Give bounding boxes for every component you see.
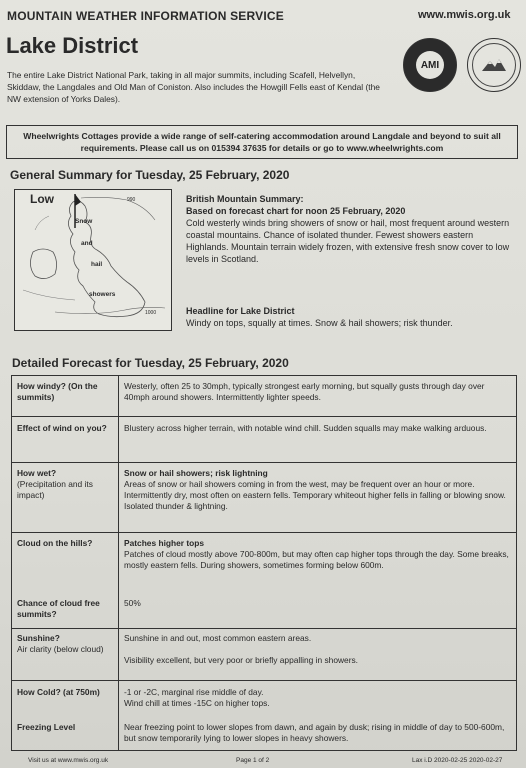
british-heading: British Mountain Summary: (186, 194, 304, 204)
row-heading: Snow or hail showers; risk lightning (124, 468, 268, 478)
low-pressure-label: Low (30, 192, 54, 206)
row-value: Westerly, often 25 to 30mph, typically strongest early morning, but squally gusts through day over 40mph around showers. Intermittently lighter speeds. (124, 381, 485, 402)
row-value: Areas of snow or hail showers coming in from the west, may be frequent over an hour or more. Intermittently dry, most often on eastern fells. Temporary whiteout higher fells in falling or blowing snow. Isolated thunder & lightning. (124, 479, 506, 511)
row-label: How wet? (17, 468, 57, 478)
table-row (12, 376, 516, 416)
table-row (12, 714, 516, 750)
row-value-block (124, 538, 512, 571)
headline-heading: Headline for Lake District (186, 306, 295, 316)
footer-id: Lax i.D 2020-02-25 2020-02-27 (412, 757, 503, 764)
table-row (12, 416, 516, 462)
page-number: Page 1 of 2 (236, 757, 270, 764)
row-value-secondary: Visibility excellent, but very poor or briefly appalling in showers. (124, 655, 358, 665)
row-label-block (17, 633, 117, 655)
advert-box: Wheelwrights Cottages provide a wide range of self-catering accommodation around Langdale and beyond to suit all requirements. Please call us on 015394 37635 for details or go to www.wheelwrights.com (6, 125, 518, 159)
headline-text: Windy on tops, squally at times. Snow & hail showers; risk thunder. (186, 318, 453, 328)
row-label-block (17, 468, 117, 501)
british-text: Cold westerly winds bring showers of snow or hail, most frequent around western coastal mountains. Chance of isolated thunder. Fewest showers eastern Highlands. Mountain terrain widely frozen, with extensive fresh snow cover to low levels in Scotland. (186, 218, 510, 264)
map-label-showers: showers (89, 291, 116, 298)
table-row (12, 588, 516, 628)
table-row (12, 628, 516, 680)
row-label: Chance of cloud free summits? (17, 598, 100, 619)
page-title: Lake District (6, 33, 139, 58)
footer-link[interactable]: Visit us at www.mwis.org.uk (28, 757, 109, 764)
row-heading: Patches higher tops (124, 538, 205, 548)
table-row (12, 462, 516, 532)
row-value-secondary: Wind chill at times -15C on higher tops. (124, 698, 270, 708)
row-value-block (124, 468, 512, 512)
row-value: Patches of cloud mostly above 700-800m, but may often cap higher tops through the day. Some breaks, mostly eastern fells. During showers, sometimes forming below 600m. (124, 549, 509, 570)
forecast-table (11, 375, 517, 751)
table-row (12, 532, 516, 588)
ami-logo-text: AMI (416, 51, 444, 79)
row-value: 50% (124, 598, 141, 608)
mountain-council-logo (467, 38, 521, 92)
row-label: How windy? (On the summits) (17, 381, 98, 402)
map-label-and: and (81, 240, 93, 247)
synoptic-map (14, 189, 172, 331)
row-value: Blustery across higher terrain, with notable wind chill. Sudden squalls may make walking arduous. (124, 423, 487, 433)
mountain-emblem-icon (468, 39, 520, 91)
british-summary (186, 193, 516, 265)
row-label: Sunshine? (17, 633, 60, 643)
row-label: Effect of wind on you? (17, 423, 107, 433)
map-label-snow: Snow (75, 218, 93, 225)
table-row (12, 680, 516, 714)
row-sublabel: (Precipitation and its impact) (17, 479, 93, 500)
row-value-block (124, 633, 512, 666)
headline-block (186, 305, 516, 329)
site-url[interactable]: www.mwis.org.uk (418, 9, 511, 21)
row-value: Near freezing point to lower slopes from dawn, and again by dusk; rising in middle of day to 500-600m, but snow temporarily lying to lower slopes in heavy showers. (124, 722, 505, 743)
general-summary-title: General Summary for Tuesday, 25 February, 2020 (10, 168, 290, 182)
service-name: MOUNTAIN WEATHER INFORMATION SERVICE (7, 9, 284, 23)
detailed-forecast-title: Detailed Forecast for Tuesday, 25 February, 2020 (12, 356, 289, 370)
isobar-label-top: 990 (127, 197, 136, 203)
row-label: Cloud on the hills? (17, 538, 93, 548)
area-description: The entire Lake District National Park, taking in all major summits, including Scafell, Helvellyn, Skiddaw, the Langdales and Old Man of Coniston. Also includes the Howgill Fells east of Kendal (the NW extension of Yorks Dales). (7, 70, 380, 104)
row-sublabel: Air clarity (below cloud) (17, 644, 104, 654)
row-value: Sunshine in and out, most common eastern areas. (124, 633, 312, 643)
map-label-hail: hail (91, 261, 103, 268)
british-subheading: Based on forecast chart for noon 25 February, 2020 (186, 206, 406, 216)
isobar-label-bottom: 1000 (145, 310, 157, 316)
row-value: -1 or -2C, marginal rise middle of day. (124, 687, 264, 697)
ami-logo (403, 38, 457, 92)
row-value-block (124, 687, 512, 709)
row-label: How Cold? (at 750m) (17, 687, 100, 697)
row-label: Freezing Level (17, 722, 76, 732)
